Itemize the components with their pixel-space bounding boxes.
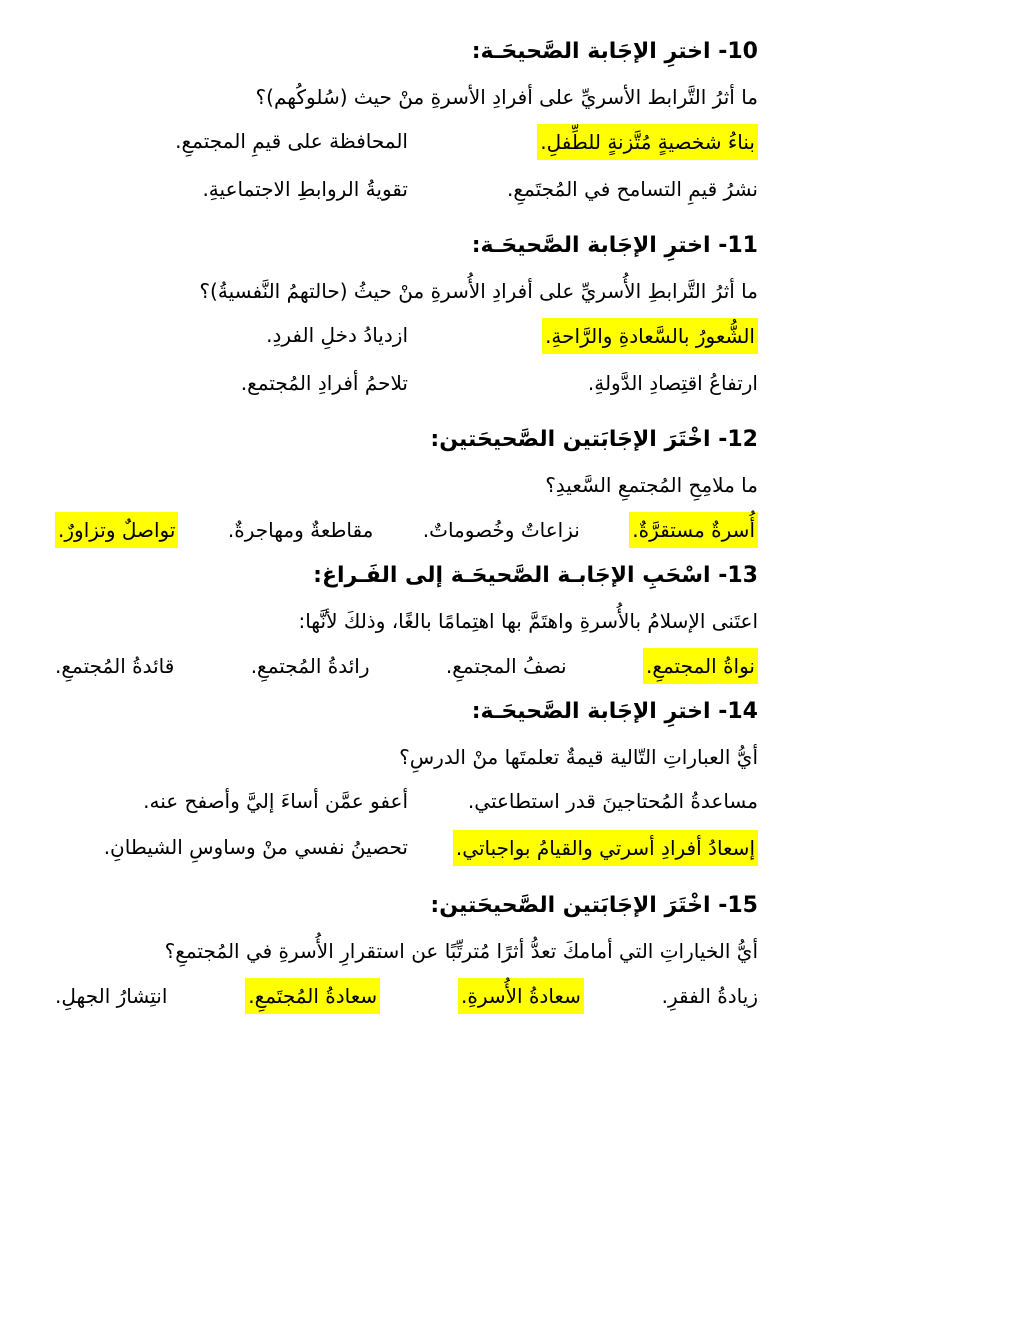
question-12-header: 12- اخْتَرَ الإجَابَتين الصَّحيحَتين: [430, 427, 758, 452]
question-section-10 [55, 36, 758, 218]
question-12-options [55, 512, 758, 548]
question-13-text: اعتَنى الإسلامُ بالأُسرةِ واهتَمَّ بها اهتِمامًا بالغًا، وذلكَ لأنَّها: [298, 609, 758, 633]
question-15-text: أيُّ الخياراتِ التي أمامكَ تعدُّ أثرًا مُترتِّبًا عن استقرارِ الأُسرةِ في المُجتمعِ؟ [164, 939, 758, 963]
option-label: تواصلٌ وتزاورٌ. [55, 512, 178, 548]
option[interactable] [251, 649, 370, 683]
option[interactable] [446, 649, 567, 683]
question-11-header: 11- اخترِ الإجَابة الصَّحيحَـة: [471, 233, 758, 258]
option[interactable] [55, 124, 408, 160]
option-label: سعادةُ الأُسرةِ. [458, 978, 584, 1014]
option[interactable] [55, 318, 408, 354]
question-12-text: ما ملامِحِ المُجتمعِ السَّعيدِ؟ [545, 473, 758, 497]
option[interactable] [408, 318, 758, 354]
option[interactable] [423, 513, 580, 547]
option[interactable] [55, 512, 178, 548]
question-14-header: 14- اخترِ الإجَابة الصَّحيحَـة: [471, 699, 758, 724]
question-10-header: 10- اخترِ الإجَابة الصَّحيحَـة: [471, 39, 758, 64]
question-14-text: أيُّ العباراتِ التّالية قيمةٌ تعلمتَها منْ الدرسِ؟ [399, 745, 758, 769]
option-label: الشُّعورُ بالسَّعادةِ والرَّاحةِ. [542, 318, 758, 354]
option[interactable] [408, 172, 758, 206]
question-15-options [55, 978, 758, 1014]
option-label: أُسرةٌ مستقرَّةٌ. [629, 512, 758, 548]
question-section-14 [55, 696, 758, 878]
question-section-11 [55, 230, 758, 412]
question-14-options [55, 784, 758, 878]
option[interactable] [55, 979, 167, 1013]
option-label: مساعدةُ المُحتاجينَ قدر استطاعتي. [467, 789, 758, 813]
option[interactable] [643, 648, 758, 684]
question-section-13 [55, 560, 758, 684]
option-label: إسعادُ أفرادِ أسرتي والقيامُ بواجباتي. [453, 830, 758, 866]
option[interactable] [629, 512, 758, 548]
question-15-header: 15- اخْتَرَ الإجَابَتين الصَّحيحَتين: [430, 893, 758, 918]
question-13-header: 13- اسْحَبِ الإجَابـة الصَّحيحَـة إلى الفَـراغ: [313, 563, 758, 588]
option[interactable] [458, 978, 584, 1014]
question-section-15 [55, 890, 758, 1014]
option-label: نواةُ المجتمعِ. [643, 648, 758, 684]
option-label: نزاعاتٌ وخُصوماتٌ. [422, 518, 580, 542]
option-label: نصفُ المجتمعِ. [445, 654, 567, 678]
option-label: أعفو عمَّن أساءَ إليَّ وأصفح عنه. [143, 789, 408, 813]
option-label: زيادةُ الفقرِ. [661, 984, 758, 1008]
option-label: بناءُ شخصيةٍ مُتَّزنةٍ للطِّفلِ. [537, 124, 758, 160]
question-10-text: ما أثرُ التَّرابط الأسريِّ على أفرادِ الأسرةِ منْ حيث (سُلوكُهم)؟ [255, 85, 758, 109]
option-label: رائدةُ المُجتمعِ. [250, 654, 370, 678]
option-label: المحافظة على قيمِ المجتمعِ. [175, 129, 408, 153]
option-label: انتِشارُ الجهلِ. [55, 984, 168, 1008]
option-label: ارتفاعُ اقتِصادِ الدَّولةِ. [587, 371, 758, 395]
option-label: ازديادُ دخلِ الفردِ. [266, 323, 408, 347]
option[interactable] [55, 784, 408, 818]
question-10-options [55, 124, 758, 218]
option[interactable] [662, 979, 758, 1013]
question-13-options [55, 648, 758, 684]
option-label: قائدةُ المُجتمعِ. [55, 654, 175, 678]
option-label: سعادةُ المُجتَمعِ. [245, 978, 380, 1014]
option[interactable] [55, 172, 408, 206]
option-label: نشرُ قيمِ التسامح في المُجتَمعِ. [507, 177, 758, 201]
question-section-12 [55, 424, 758, 548]
option[interactable] [55, 649, 174, 683]
option[interactable] [408, 830, 758, 866]
question-11-text: ما أثرُ التَّرابطِ الأُسريِّ على أفرادِ الأُسرةِ منْ حيثُ (حالتهمُ النَّفسيةُ)؟ [199, 279, 758, 303]
option[interactable] [55, 366, 408, 400]
option[interactable] [228, 513, 374, 547]
option[interactable] [408, 784, 758, 818]
question-11-options [55, 318, 758, 412]
option-label: تقويةُ الروابطِ الاجتماعيةِ. [202, 177, 408, 201]
option[interactable] [408, 366, 758, 400]
option[interactable] [245, 978, 380, 1014]
option[interactable] [55, 830, 408, 866]
option-label: مقاطعةٌ ومهاجرةٌ. [227, 518, 374, 542]
option-label: تحصينُ نفسي منْ وساوسِ الشيطانِ. [103, 835, 408, 859]
option-label: تلاحمُ أفرادِ المُجتمع. [240, 371, 408, 395]
option[interactable] [408, 124, 758, 160]
